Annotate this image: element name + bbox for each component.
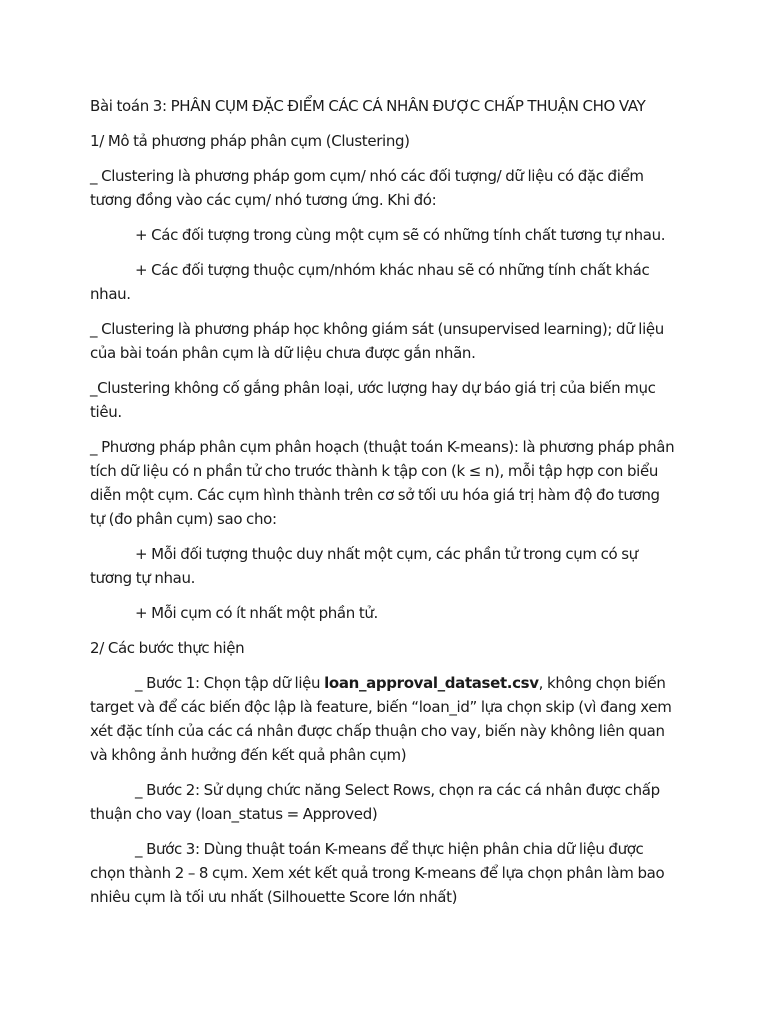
bullet-same-cluster: + Các đối tượng trong cùng một cụm sẽ có những tính chất tương tự nhau. [135,226,666,244]
paragraph-clustering-definition: _ Clustering là phương pháp gom cụm/ nhó các đối tượng/ dữ liệu có đặc điểm tương đồng vào các cụm/ nhó tương ứng. Khi đó: [90,167,644,209]
step-1-prefix: _ Bước 1: Chọn tập dữ liệu [135,674,325,692]
bullet-min-one-element: + Mỗi cụm có ít nhất một phần tử. [135,604,378,622]
section-2-heading: 2/ Các bước thực hiện [90,639,245,657]
paragraph-unsupervised: _ Clustering là phương pháp học không giám sát (unsupervised learning); dữ liệu của bài toán phân cụm là dữ liệu chưa được gắn nhãn. [90,320,664,362]
paragraph-no-classification: _Clustering không cố gắng phân loại, ước lượng hay dự báo giá trị của biến mục tiêu. [90,379,656,421]
document-title: Bài toán 3: PHÂN CỤM ĐẶC ĐIỂM CÁC CÁ NHÂN ĐƯỢC CHẤP THUẬN CHO VAY [90,97,646,115]
step-2: _ Bước 2: Sử dụng chức năng Select Rows, chọn ra các cá nhân được chấp thuận cho vay (loan_status = Approved) [90,781,660,823]
dataset-filename: loan_approval_dataset.csv [324,674,539,692]
step-3: _ Bước 3: Dùng thuật toán K-means để thực hiện phân chia dữ liệu được chọn thành 2 – 8 cụm. Xem xét kết quả trong K-means để lựa chọn phân làm bao nhiêu cụm là tối ưu nhất (Silhouette Score lớn nhất) [90,840,665,906]
bullet-unique-cluster: + Mỗi đối tượng thuộc duy nhất một cụm, các phần tử trong cụm có sự tương tự nhau. [90,545,638,587]
step-1-suffix: , không chọn biến target và để các biến độc lập là feature, biến “loan_id” lựa chọn skip (vì đang xem xét đặc tính của các cá nhân được chấp thuận cho vay, biến này không liên quan và không ảnh hưởng đến kết quả phân cụm) [90,674,672,764]
bullet-different-cluster: + Các đối tượng thuộc cụm/nhóm khác nhau sẽ có những tính chất khác nhau. [90,261,650,303]
step-1 [90,671,678,767]
section-1-heading: 1/ Mô tả phương pháp phân cụm (Clustering) [90,132,410,150]
paragraph-kmeans: _ Phương pháp phân cụm phân hoạch (thuật toán K-means): là phương pháp phân tích dữ liệu có n phần tử cho trước thành k tập con (k ≤ n), mỗi tập hợp con biểu diễn một cụm. Các cụm hình thành trên cơ sở tối ưu hóa giá trị hàm độ đo tương tự (đo phân cụm) sao cho: [90,438,675,528]
